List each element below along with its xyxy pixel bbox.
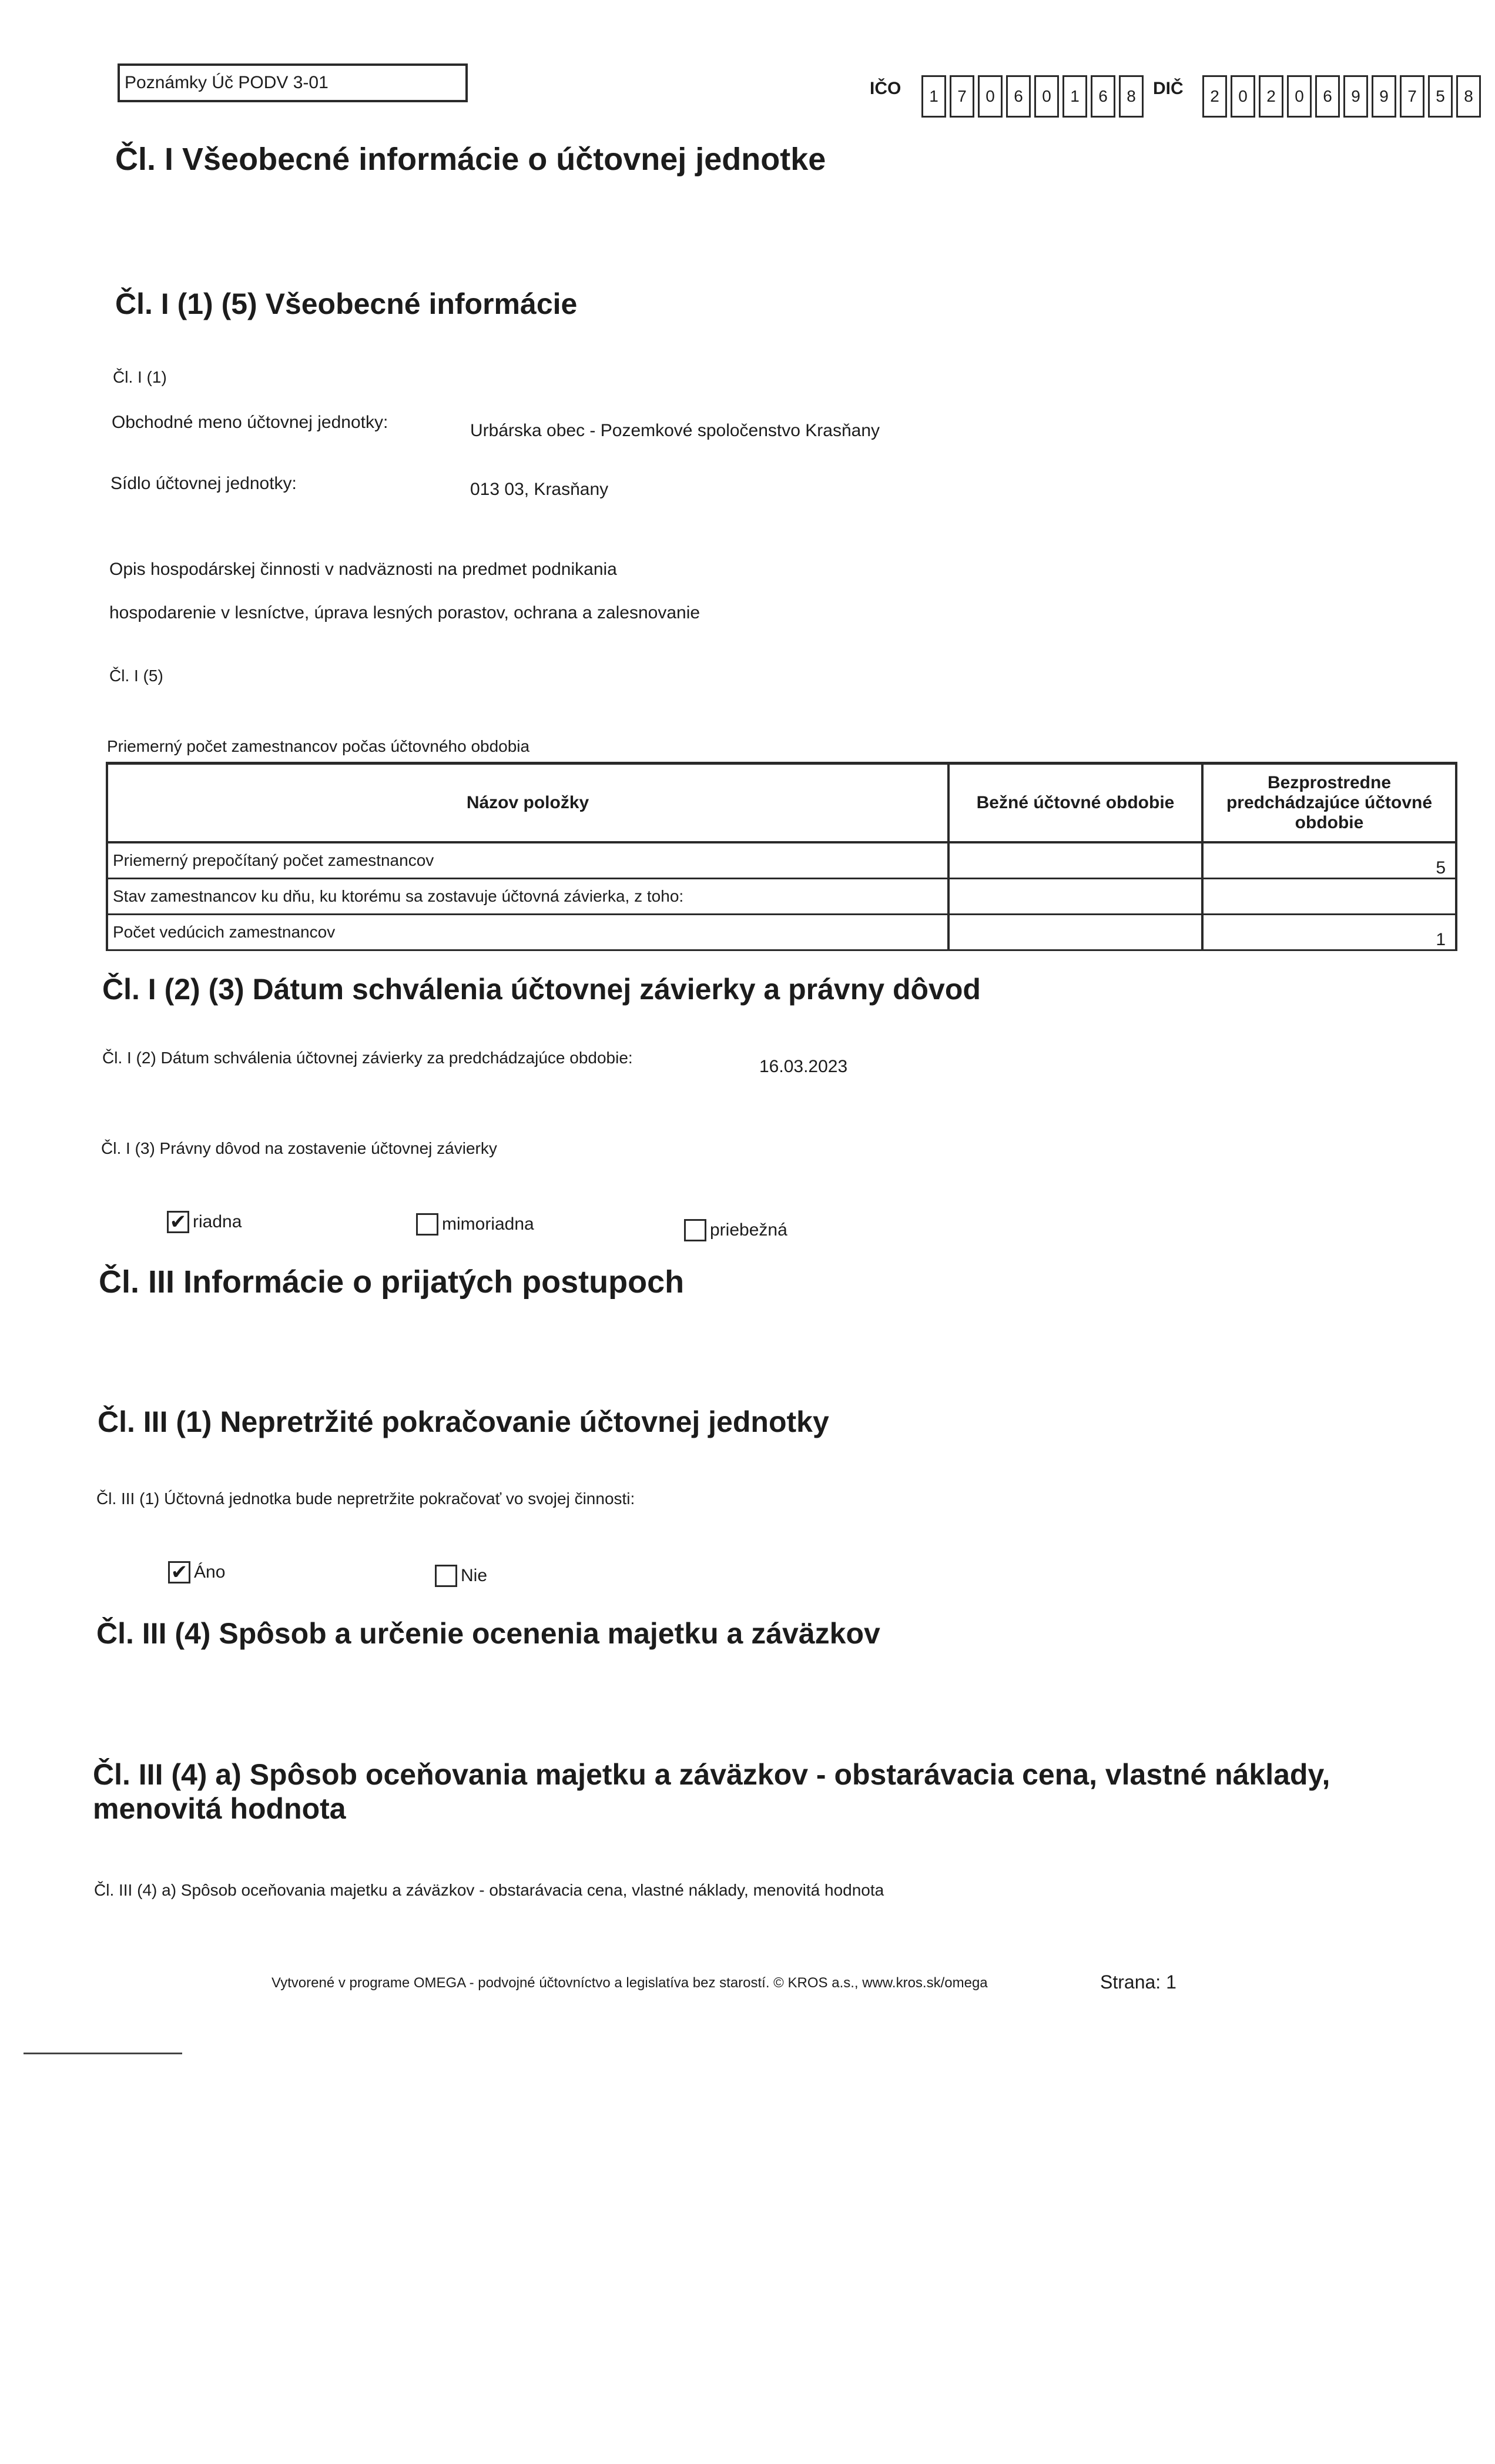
row-name: Stav zamestnancov ku dňu, ku ktorému sa zostavuje účtovná závierka, z toho: (108, 879, 950, 913)
row-previous (1204, 879, 1455, 913)
approval-label: Čl. I (2) Dátum schválenia účtovnej závierky za predchádzajúce obdobie: (102, 1049, 633, 1067)
dic-label: DIČ (1153, 79, 1184, 98)
footer-note: Vytvorené v programe OMEGA - podvojné účtovníctvo a legislatíva bez starostí. © KROS a.s., www.kros.sk/omega (271, 1975, 988, 1991)
dic-digits (1202, 75, 1484, 118)
table-row (106, 915, 1457, 951)
option-ano[interactable] (168, 1561, 225, 1583)
table-header-item: Názov položky (108, 765, 950, 841)
dic-digit: 2 (1259, 75, 1283, 118)
activity-value: hospodarenie v lesníctve, úprava lesných porastov, ochrana a zalesnovanie (109, 603, 700, 622)
section-1-sub15-title: Čl. I (1) (5) Všeobecné informácie (115, 287, 578, 320)
ico-digits (921, 75, 1147, 118)
ico-digit: 0 (1034, 75, 1059, 118)
dic-digit: 9 (1372, 75, 1396, 118)
table-row (106, 879, 1457, 915)
ico-digit: 6 (1091, 75, 1115, 118)
checkbox-ano[interactable]: ✔ (168, 1561, 190, 1583)
row-previous: 5 (1436, 858, 1446, 878)
reason-label: Čl. I (3) Právny dôvod na zostavenie účtovnej závierky (101, 1139, 497, 1157)
dic-digit: 2 (1202, 75, 1227, 118)
option-riadna-label: riadna (193, 1212, 242, 1231)
dic-digit: 7 (1400, 75, 1424, 118)
section-3-sub1-title: Čl. III (1) Nepretržité pokračovanie účtovnej jednotky (98, 1405, 829, 1438)
company-name-value: Urbárska obec - Pozemkové spoločenstvo Krasňany (470, 421, 880, 440)
company-name-label: Obchodné meno účtovnej jednotky: (112, 413, 388, 432)
continuity-label: Čl. III (1) Účtovná jednotka bude nepretržite pokračovať vo svojej činnosti: (96, 1489, 635, 1508)
checkbox-mimoriadna[interactable] (416, 1213, 438, 1236)
ico-digit: 1 (1062, 75, 1087, 118)
row-current (950, 843, 1204, 878)
option-nie-label: Nie (461, 1566, 488, 1585)
ico-digit: 7 (950, 75, 974, 118)
option-riadna[interactable] (167, 1211, 242, 1233)
row-current (950, 879, 1204, 913)
ico-digit: 0 (978, 75, 1003, 118)
ico-digit: 6 (1006, 75, 1031, 118)
page-number: Strana: 1 (1100, 1971, 1176, 1993)
dic-digit: 5 (1428, 75, 1453, 118)
dic-digit: 8 (1456, 75, 1481, 118)
dic-digit: 9 (1343, 75, 1368, 118)
option-nie[interactable] (435, 1565, 487, 1587)
section-1-sub23-title: Čl. I (2) (3) Dátum schválenia účtovnej závierky a právny dôvod (102, 973, 981, 1006)
table-row (106, 843, 1457, 879)
activity-label: Opis hospodárskej činnosti v nadväznosti na predmet podnikania (109, 560, 617, 579)
dic-digit: 0 (1287, 75, 1312, 118)
option-priebezna-label: priebežná (710, 1220, 787, 1240)
form-id-box: Poznámky Úč PODV 3-01 (118, 63, 468, 102)
scan-edge-line (24, 2053, 182, 2054)
approval-date: 16.03.2023 (759, 1057, 848, 1076)
option-mimoriadna[interactable] (416, 1213, 534, 1236)
checkbox-nie[interactable] (435, 1565, 457, 1587)
checkbox-priebezna[interactable] (684, 1219, 706, 1241)
row-current (950, 915, 1204, 949)
option-priebezna[interactable] (684, 1219, 787, 1241)
option-mimoriadna-label: mimoriadna (442, 1214, 534, 1234)
seat-label: Sídlo účtovnej jednotky: (110, 474, 297, 493)
table-header-previous: Bezprostredne predchádzajúce účtovné obdobie (1226, 773, 1433, 832)
cl5-label: Čl. I (5) (109, 667, 163, 685)
section-3-sub4-title: Čl. III (4) Spôsob a určenie ocenenia majetku a záväzkov (96, 1617, 880, 1650)
dic-digit: 0 (1231, 75, 1255, 118)
checkbox-riadna[interactable]: ✔ (167, 1211, 189, 1233)
row-name: Počet vedúcich zamestnancov (108, 915, 950, 949)
section-3-title: Čl. III Informácie o prijatých postupoch (99, 1264, 685, 1300)
employees-table (106, 762, 1457, 951)
employees-caption: Priemerný počet zamestnancov počas účtovného obdobia (107, 737, 530, 755)
seat-value: 013 03, Krasňany (470, 480, 609, 499)
row-name: Priemerný prepočítaný počet zamestnancov (108, 843, 950, 878)
ico-label: IČO (870, 79, 901, 98)
dic-digit: 6 (1315, 75, 1340, 118)
section-1-title: Čl. I Všeobecné informácie o účtovnej jednotke (115, 142, 826, 177)
table-header-row (106, 762, 1457, 843)
section-3-sub4a-title: Čl. III (4) a) Spôsob oceňovania majetku a záväzkov - obstarávacia cena, vlastné náklady, menovitá hodnota (93, 1758, 1330, 1825)
table-header-current: Bežné účtovné obdobie (950, 765, 1204, 841)
ico-digit: 8 (1119, 75, 1144, 118)
ico-digit: 1 (921, 75, 946, 118)
cl1-label: Čl. I (1) (113, 368, 167, 386)
option-ano-label: Áno (194, 1562, 226, 1582)
row-previous: 1 (1436, 930, 1446, 949)
sub4a-label: Čl. III (4) a) Spôsob oceňovania majetku a záväzkov - obstarávacia cena, vlastné náklady, menovitá hodnota (94, 1881, 884, 1899)
